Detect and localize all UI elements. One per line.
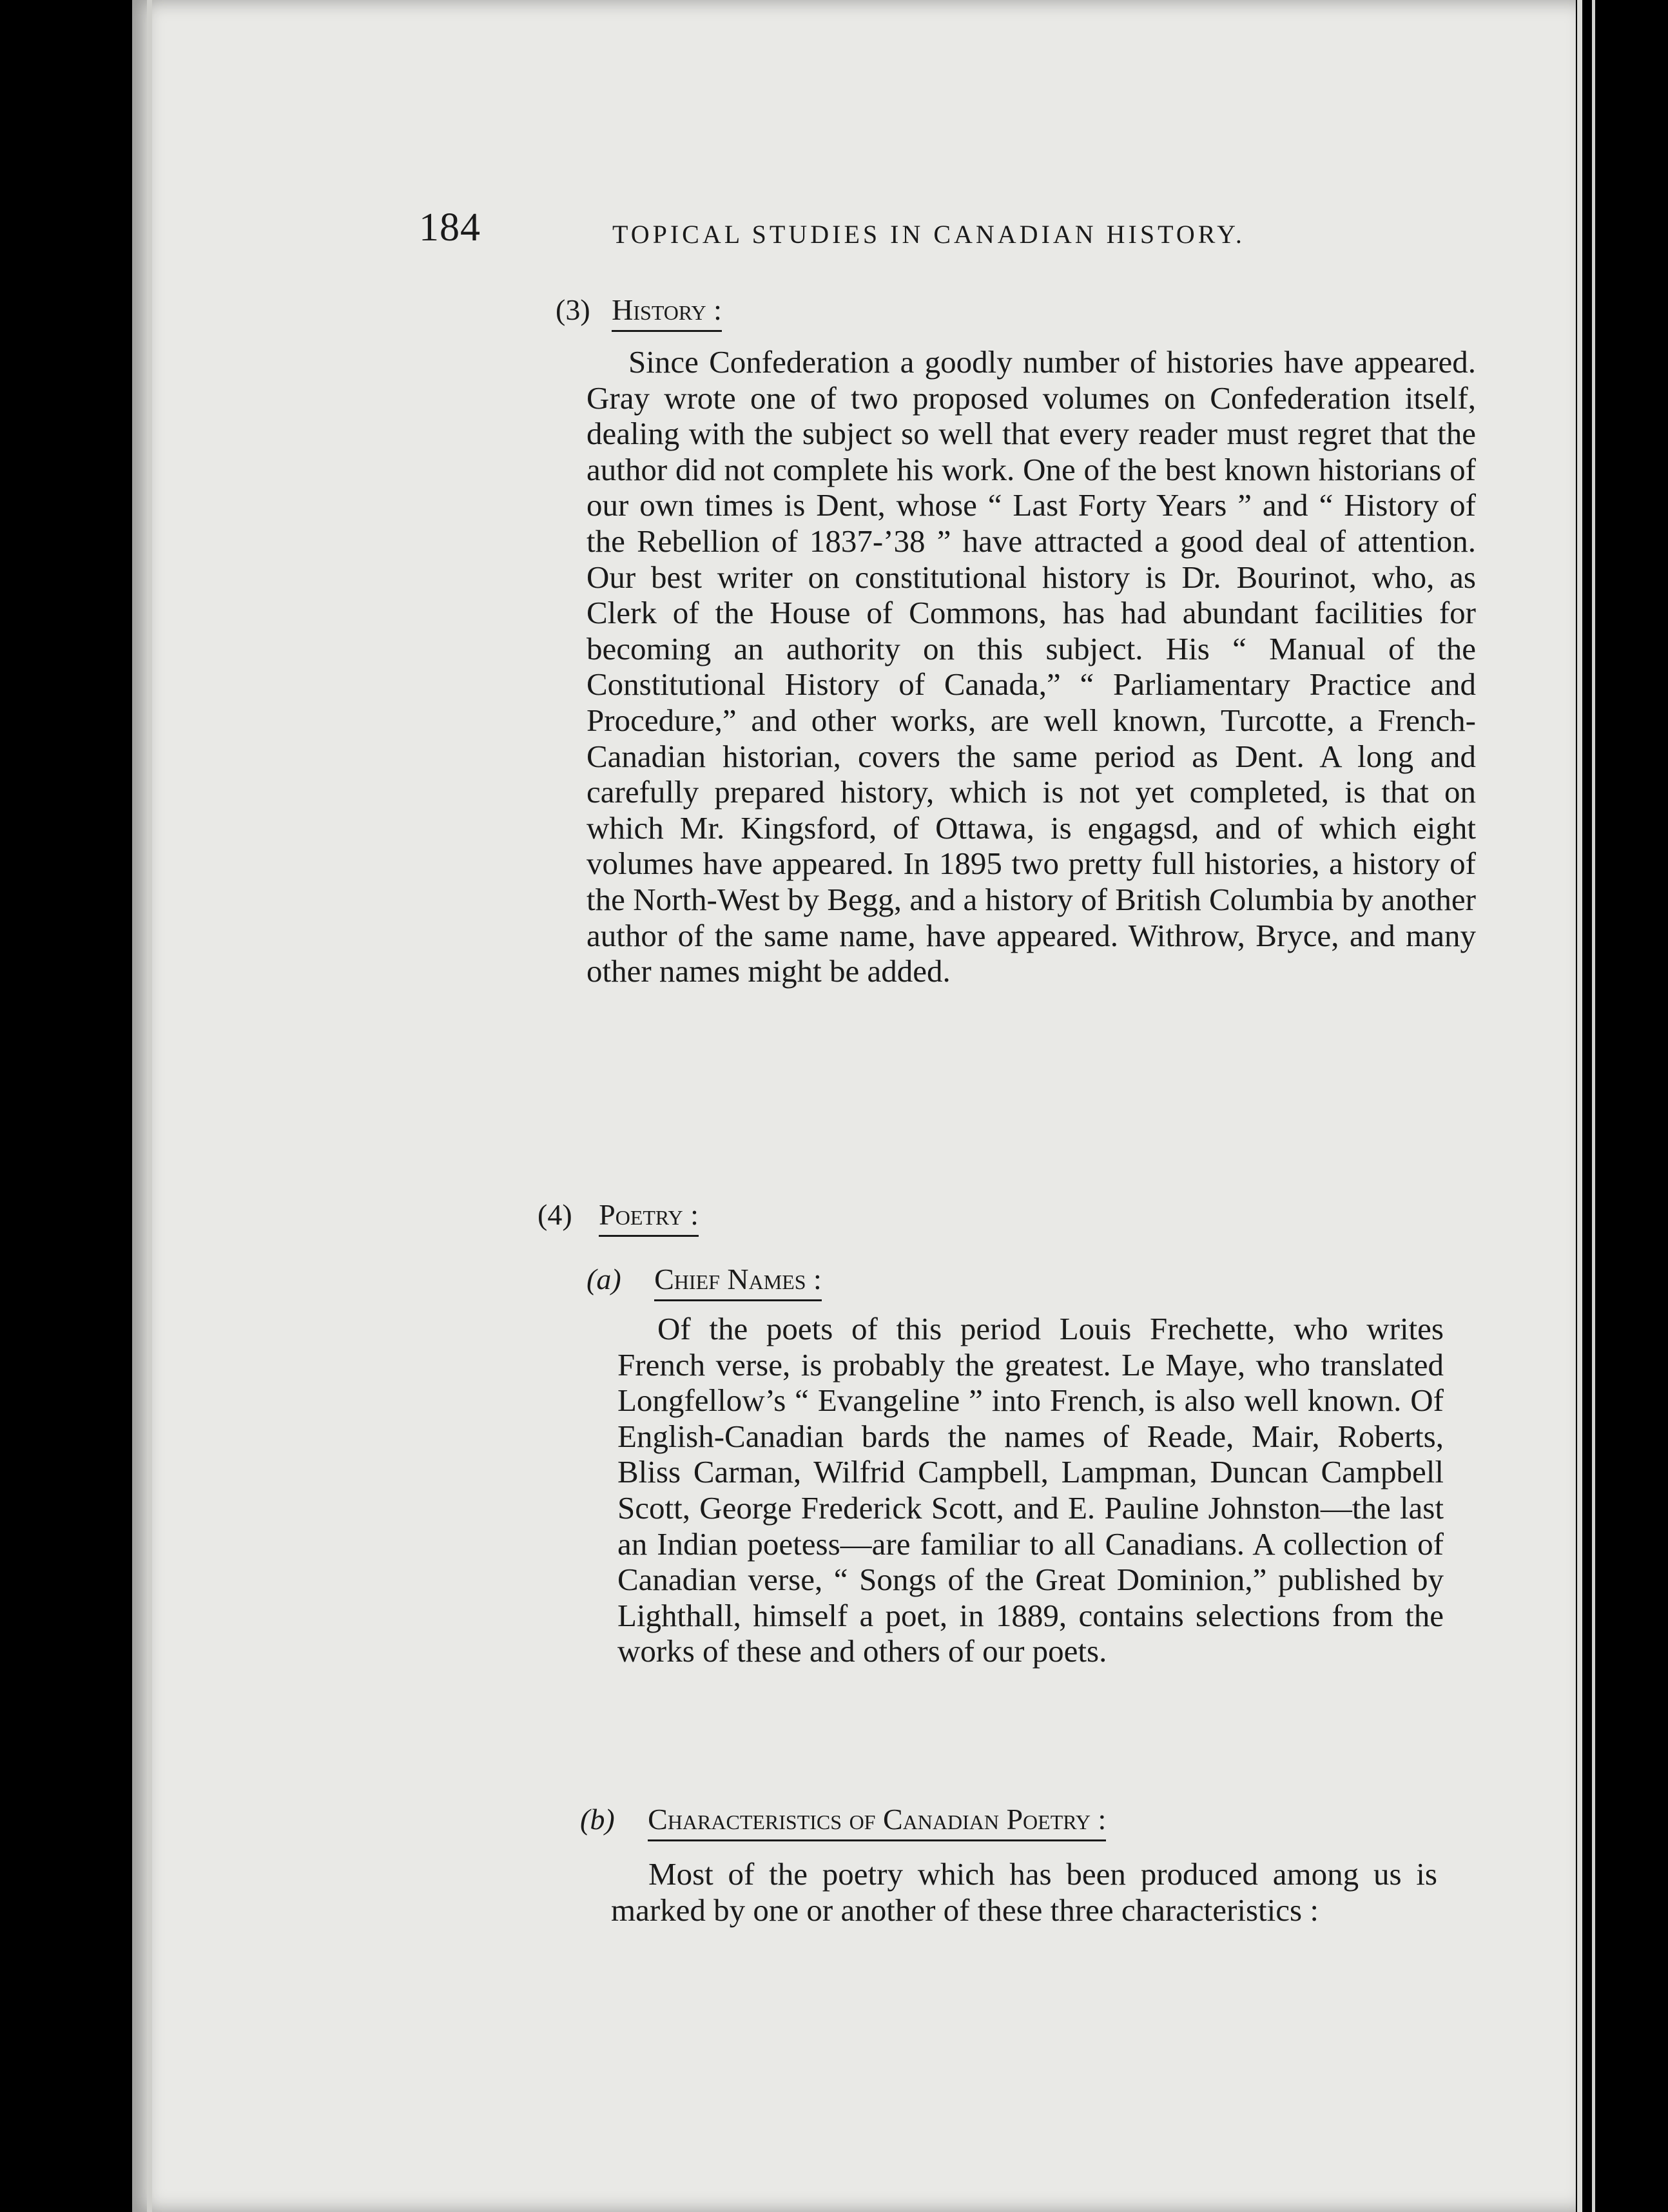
gutter-edge-outer — [1592, 0, 1595, 2212]
history-paragraph: Since Confederation a goodly number of histories have appeared. Gray wrote one of two proposed volumes on Confederation itself, dealing with the subject so well that every reader must regret that the author did not complete his work. One of the best known historians of our own times is Dent, whose “ Last Forty Years ” and “ History of the Rebellion of 1837-’38 ” have attracted a good deal of attention. Our best writer on constitutional history is Dr. Bourinot, who, as Clerk of the House of Commons, has had abundant facilities for becoming an authority on this subject. His “ Manual of the Constitutional History of Canada,” “ Parliamentary Practice and Procedure,” and other works, are well known, Turcotte, a French-Canadian historian, covers the same period as Dent. A long and carefully prepared history, which is not yet completed, is that on which Mr. Kingsford, of Ottawa, is engagsd, and of which eight volumes have appeared. In 1895 two pretty full histories, a history of the North-West by Begg, and a history of British Columbia by another author of the same name, have appeared. Withrow, Bryce, and many other names might be added. — [587, 344, 1476, 989]
page-number: 184 — [419, 206, 481, 249]
subsection-characteristics-heading — [580, 1802, 1106, 1836]
section-number: (3) — [556, 293, 590, 326]
running-head: TOPICAL STUDIES IN CANADIAN HISTORY. — [612, 220, 1245, 249]
section-poetry-heading — [538, 1198, 699, 1232]
subsection-title: Chief Names : — [654, 1263, 822, 1301]
page-edge — [147, 0, 152, 2212]
subsection-label: (a) — [587, 1263, 621, 1295]
chief-names-paragraph: Of the poets of this period Louis Frechette, who writes French verse, is probably the greatest. Le Maye, who translated Longfellow’s “ Evangeline ” into French, is also well known. Of English-Canadian bards the names of Reade, Mair, Roberts, Bliss Carman, Wilfrid Campbell, Lampman, Duncan Campbell Scott, George Frederick Scott, and E. Pauline Johnston—the last an Indian poetess—are familiar to all Canadians. A collection of Canadian verse, “ Songs of the Great Dominion,” published by Lighthall, himself a poet, in 1889, contains selections from the works of these and others of our poets. — [617, 1311, 1444, 1669]
subsection-label: (b) — [580, 1803, 615, 1836]
gutter-edge — [1577, 0, 1582, 2212]
subsection-chief-names-heading — [587, 1262, 822, 1296]
section-number: (4) — [538, 1198, 572, 1231]
subsection-title: Characteristics of Canadian Poetry : — [648, 1803, 1106, 1841]
page-header — [419, 205, 1308, 257]
characteristics-paragraph: Most of the poetry which has been produced among us is marked by one or another of these three characteristics : — [611, 1856, 1437, 1928]
section-title: History : — [612, 293, 722, 332]
section-history-heading — [556, 293, 722, 327]
section-title: Poetry : — [599, 1198, 699, 1237]
